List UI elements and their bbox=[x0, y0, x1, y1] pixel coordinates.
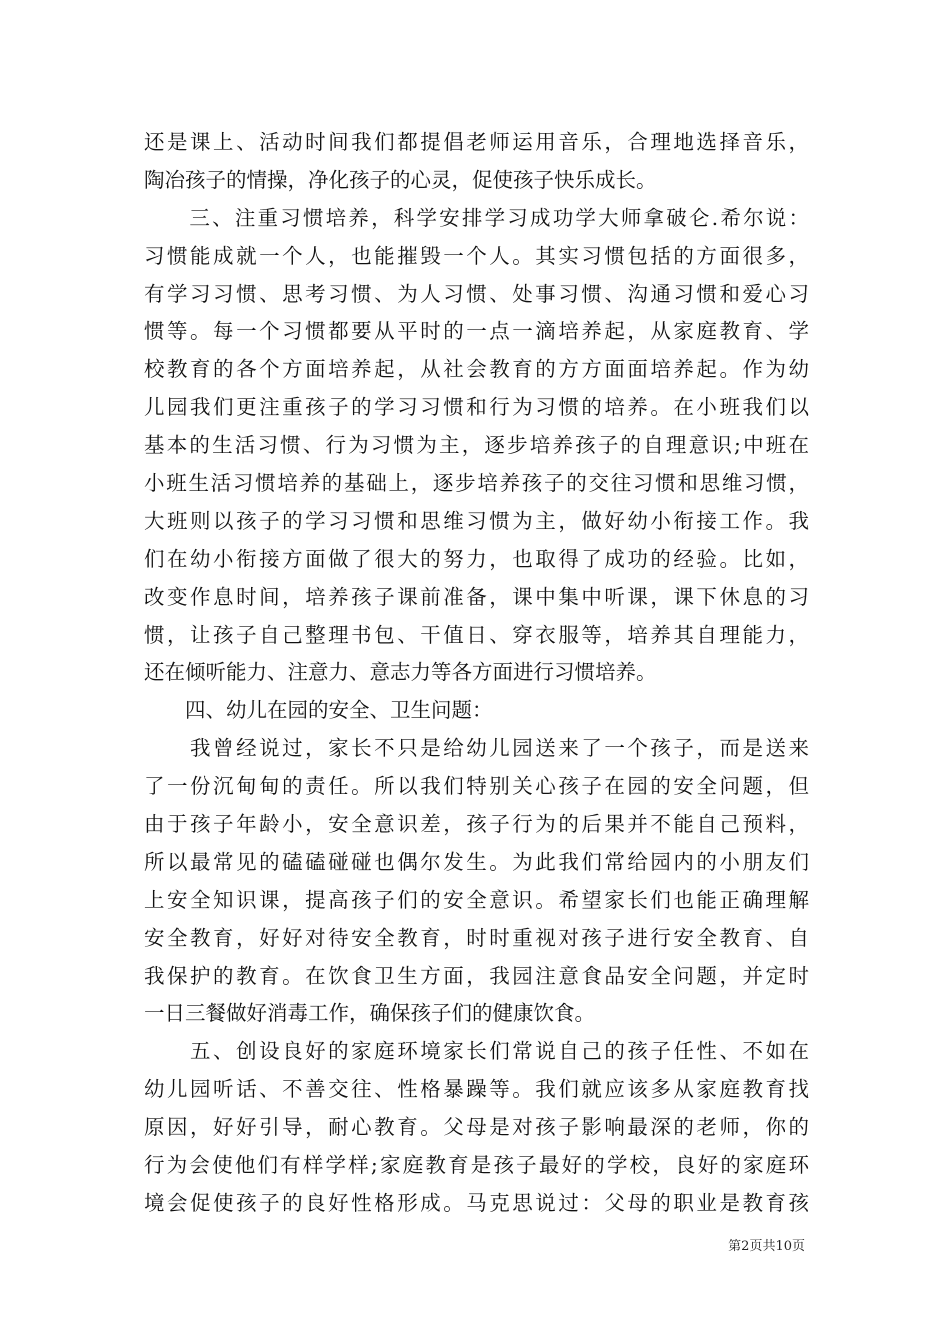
section-heading: 四、幼儿在园的安全、卫生问题： bbox=[144, 698, 493, 723]
text-line: 原因，好好引导，耐心教育。父母是对孩子影响最深的老师，你的 bbox=[144, 1115, 809, 1140]
text-line: 我曾经说过，家长不只是给幼儿园送来了一个孩子，而是送来 bbox=[144, 736, 809, 761]
text-line: 所以最常见的磕磕碰碰也偶尔发生。为此我们常给园内的小朋友们 bbox=[144, 849, 809, 874]
text-line: 我保护的教育。在饮食卫生方面，我园注意食品安全问题，并定时 bbox=[144, 963, 809, 988]
text-line: 三、注重习惯培养，科学安排学习成功学大师拿破仑.希尔说： bbox=[144, 205, 809, 230]
text-line: 校教育的各个方面培养起，从社会教育的方方面面培养起。作为幼 bbox=[144, 357, 809, 382]
text-line: 境会促使孩子的良好性格形成。马克思说过：父母的职业是教育孩 bbox=[144, 1190, 809, 1215]
text-line: 幼儿园听话、不善交往、性格暴躁等。我们就应该多从家庭教育找 bbox=[144, 1077, 809, 1102]
text-line: 惯，让孩子自己整理书包、干值日、穿衣服等，培养其自理能力， bbox=[144, 622, 809, 647]
text-line: 惯等。每一个习惯都要从平时的一点一滴培养起，从家庭教育、学 bbox=[144, 319, 809, 344]
text-line: 还在倾听能力、注意力、意志力等各方面进行习惯培养。 bbox=[144, 660, 657, 685]
text-line: 由于孩子年龄小，安全意识差，孩子行为的后果并不能自己预料， bbox=[144, 812, 809, 837]
text-line: 上安全知识课，提高孩子们的安全意识。希望家长们也能正确理解 bbox=[144, 887, 809, 912]
text-line: 还是课上、活动时间我们都提倡老师运用音乐，合理地选择音乐， bbox=[144, 130, 809, 154]
text-line: 行为会使他们有样学样;家庭教育是孩子最好的学校，良好的家庭环 bbox=[144, 1153, 809, 1178]
text-line: 基本的生活习惯、行为习惯为主，逐步培养孩子的自理意识;中班在 bbox=[144, 433, 809, 458]
text-line: 小班生活习惯培养的基础上，逐步培养孩子的交往习惯和思维习惯， bbox=[144, 471, 809, 496]
text-line: 们在幼小衔接方面做了很大的努力，也取得了成功的经验。比如， bbox=[144, 546, 809, 571]
text-line: 一日三餐做好消毒工作，确保孩子们的健康饮食。 bbox=[144, 1001, 595, 1026]
text-line: 习惯能成就一个人，也能摧毁一个人。其实习惯包括的方面很多， bbox=[144, 243, 809, 268]
text-line: 了一份沉甸甸的责任。所以我们特别关心孩子在园的安全问题，但 bbox=[144, 774, 809, 799]
page-number-footer: 第2页共10页 bbox=[728, 1239, 805, 1254]
text-line: 大班则以孩子的学习习惯和思维习惯为主，做好幼小衔接工作。我 bbox=[144, 508, 809, 533]
text-line: 陶冶孩子的情操，净化孩子的心灵，促使孩子快乐成长。 bbox=[144, 167, 657, 192]
text-line: 有学习习惯、思考习惯、为人习惯、处事习惯、沟通习惯和爱心习 bbox=[144, 281, 809, 306]
text-line: 改变作息时间，培养孩子课前准备，课中集中听课，课下休息的习 bbox=[144, 584, 809, 609]
text-line: 五、创设良好的家庭环境家长们常说自己的孩子任性、不如在 bbox=[144, 1039, 809, 1064]
text-line: 儿园我们更注重孩子的学习习惯和行为习惯的培养。在小班我们以 bbox=[144, 395, 809, 420]
document-body bbox=[144, 124, 809, 1223]
text-line: 安全教育，好好对待安全教育，时时重视对孩子进行安全教育、自 bbox=[144, 925, 809, 950]
